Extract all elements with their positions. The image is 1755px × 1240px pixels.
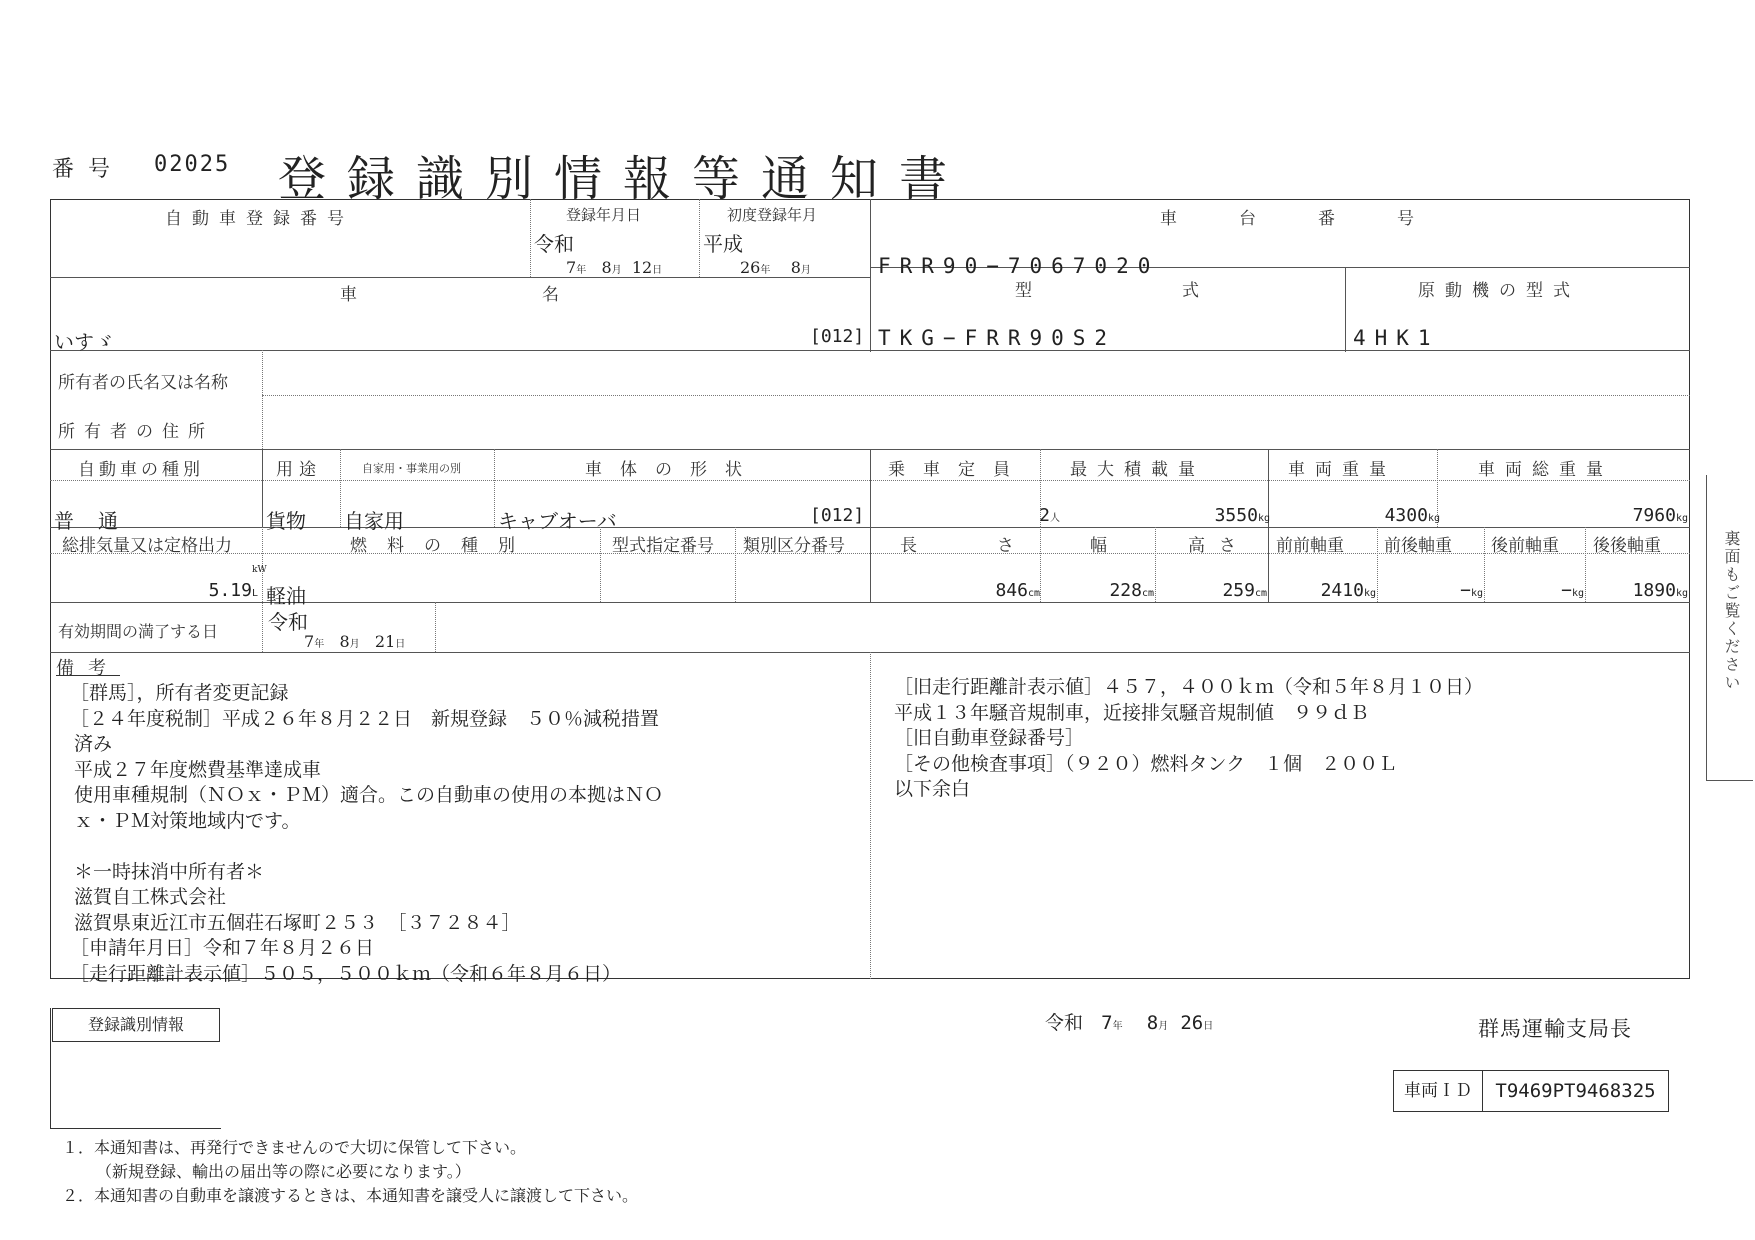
type-designation-label: 型式指定番号	[612, 536, 714, 556]
vehicle-id-value: T9469PT9468325	[1495, 1080, 1656, 1102]
use-value: 貨物	[266, 509, 306, 533]
reg-number-label: 自動車登録番号	[165, 209, 354, 229]
height-label: 高さ	[1188, 536, 1250, 556]
engine-model-value: 4HK1	[1353, 326, 1440, 350]
fuel-value: 軽油	[266, 584, 306, 608]
gross-weight-value: 7960kg	[1632, 505, 1688, 526]
remark-left-line: ［群馬］，所有者変更記録	[70, 682, 289, 704]
registration-info-label: 登録識別情報	[52, 1008, 220, 1042]
remark-right-line: ［その他検査事項］（９２０）燃料タンク １個 ２００Ｌ	[894, 752, 1398, 775]
chassis-label: 車台番号	[1160, 209, 1476, 229]
capacity-value: 2人	[1039, 505, 1060, 526]
private-value: 自家用	[344, 509, 404, 533]
remark-left-line: 滋賀自工株式会社	[74, 886, 227, 908]
vehicle-id-label: 車両ＩＤ	[1394, 1071, 1483, 1111]
front-front-axle-value: 2410kg	[1320, 580, 1376, 601]
kw-unit: kW	[252, 565, 267, 575]
document-number-label: 番号	[52, 157, 125, 182]
remarks-label: 備考	[56, 658, 120, 679]
remark-left-line: 済み	[74, 733, 113, 755]
document-number: 02025	[154, 152, 231, 177]
side-note: 裏面もご覧ください	[1722, 530, 1741, 692]
remark-right-line: 以下余白	[894, 778, 971, 800]
front-rear-axle-value: −kg	[1460, 580, 1483, 601]
reg-date-era: 令和	[534, 232, 574, 256]
weight-label: 車両重量	[1288, 460, 1396, 480]
displacement-value: 5.19L	[208, 580, 258, 601]
remark-left-line: ｘ・ＰＭ対策地域内です。	[74, 809, 301, 832]
remark-left-line: 滋賀県東近江市五個荘石塚町２５３ ［３７２８４］	[74, 911, 521, 934]
remark-left-line: 使用車種規制（ＮＯｘ・ＰＭ）適合。この自動車の使用の本拠はＮＯ	[74, 784, 664, 806]
reg-date-label: 登録年月日	[566, 206, 642, 224]
note-2: ２．本通知書の自動車を譲渡するときは、本通知書を譲受人に譲渡して下さい。	[62, 1186, 639, 1205]
vehicle-type: 普通	[54, 509, 142, 533]
vehicle-type-label: 自動車の種別	[78, 460, 204, 480]
displacement-label: 総排気量又は定格出力	[62, 536, 232, 556]
model-value: TKG−FRR90S2	[878, 326, 1117, 350]
body-value: キャブオーバ	[498, 509, 617, 533]
note-1-sub: （新規登録、輸出の届出等の際に必要になります。）	[96, 1162, 471, 1181]
width-label: 幅	[1090, 536, 1107, 556]
owner-name-label: 所有者の氏名又は名称	[58, 373, 228, 393]
remark-left-line: ［申請年月日］令和７年８月２６日	[70, 937, 375, 959]
fuel-label: 燃料の種別	[350, 536, 535, 556]
document-title: 登録識別情報等通知書	[278, 151, 969, 207]
validity-label: 有効期間の満了する日	[58, 622, 219, 641]
length-value: 846cm	[995, 580, 1040, 601]
rear-rear-axle-label: 後後軸重	[1593, 536, 1661, 556]
vehicle-id-box	[1393, 1070, 1669, 1112]
capacity-label: 乗車定員	[888, 460, 1028, 480]
max-load-label: 最大積載量	[1070, 460, 1205, 480]
owner-address-label: 所有者の住所	[58, 422, 214, 442]
remark-right-line: 平成１３年騒音規制車，近接排気騒音規制値 ９９ｄＢ	[894, 701, 1370, 724]
rear-front-axle-value: −kg	[1561, 580, 1584, 601]
car-name-label: 車名	[340, 285, 744, 305]
gross-weight-label: 車両総重量	[1478, 460, 1613, 480]
body-label: 車体の形状	[585, 460, 760, 480]
car-name: いすゞ	[54, 330, 114, 354]
height-value: 259cm	[1222, 580, 1267, 601]
validity-era: 令和	[268, 610, 308, 634]
category-number-label: 類別区分番号	[743, 536, 845, 556]
validity-date: 7年 8月 21日	[304, 632, 406, 651]
remark-left-line: ［走行距離計表示値］５０５，５００ｋｍ（令和６年８月６日）	[70, 962, 622, 985]
issuer: 群馬運輸支局長	[1478, 1017, 1632, 1041]
private-label: 自家用・事業用の別	[362, 462, 461, 475]
use-label: 用途	[276, 460, 322, 480]
max-load-value: 3550kg	[1214, 505, 1270, 526]
remark-left-line: 平成２７年度燃費基準達成車	[74, 758, 322, 781]
length-label: 長さ	[900, 536, 1094, 556]
body-code: [012]	[810, 505, 865, 526]
model-label: 型式	[1015, 281, 1349, 301]
remark-left-line: ＊一時抹消中所有者＊	[74, 860, 265, 883]
weight-value: 4300kg	[1384, 505, 1440, 526]
note-1: １．本通知書は、再発行できませんので大切に保管して下さい。	[62, 1138, 527, 1157]
engine-model-label: 原動機の型式	[1418, 281, 1580, 301]
remark-right-line: ［旧走行距離計表示値］４５７，４００ｋｍ（令和５年８月１０日）	[894, 676, 1484, 698]
model-code: [012]	[810, 326, 865, 347]
rear-front-axle-label: 後前軸重	[1491, 536, 1559, 556]
front-rear-axle-label: 前後軸重	[1384, 536, 1452, 556]
remark-right-line: ［旧自動車登録番号］	[894, 727, 1085, 749]
first-reg-label: 初度登録年月	[727, 206, 818, 224]
remark-left-line: ［２４年度税制］平成２６年８月２２日 新規登録 ５０％減税措置	[70, 707, 660, 730]
first-reg-value: 26年 8月	[740, 258, 811, 277]
rear-rear-axle-value: 1890kg	[1632, 580, 1688, 601]
chassis-number: FRR90−7067020	[878, 254, 1160, 278]
reg-date-value: 7年 8月 12日	[566, 258, 663, 277]
width-value: 228cm	[1109, 580, 1154, 601]
first-reg-era: 平成	[703, 232, 743, 256]
front-front-axle-label: 前前軸重	[1276, 536, 1344, 556]
issue-date: 令和 7年 8月 26日	[1045, 1012, 1214, 1034]
